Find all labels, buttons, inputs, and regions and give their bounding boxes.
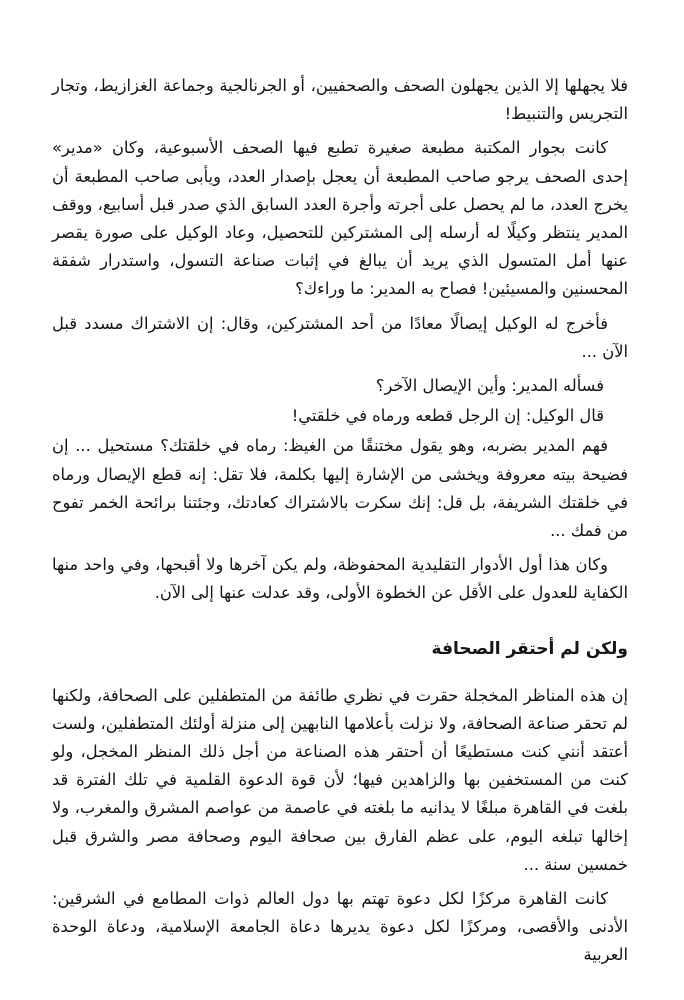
paragraph: فسأله المدير: وأين الإيصال الآخر؟ [375, 376, 604, 396]
paragraph: فأخرج له الوكيل إيصالًا معادًا من أحد المشتركين، وقال: إن الاشتراك مسدد قبل الآن ... [52, 313, 628, 361]
paragraph: وكان هذا أول الأدوار التقليدية المحفوظة، ولم يكن آخرها ولا أقبحها، وفي واحد منها الكفاية للعدول على الأقل عن الخطوة الأولى، وقد عدلت عنها إلى الآن. [52, 555, 628, 603]
paragraph: كانت بجوار المكتبة مطبعة صغيرة تطبع فيها الصحف الأسبوعية، وكان «مدير» إحدى الصحف يرجو صاحب المطبعة أن يعجل بإصدار العدد، ويأبى صاحب المطبعة أن يخرج العدد، ما لم يحصل على أجرته وأجرة العدد السابق الذي صدر قبل أسابيع، ووقف المدير ينتظر وكيلًا له أرسله إلى المشتركين للتحصيل، وعاد الوكيل على صورة يقصر عنها أمل المتسول الذي يريد أن يبالغ في إثبات صناعة التسول، واستدرار شفقة المحسنين والمسيئين! فصاح به المدير: ما وراءك؟ [52, 138, 628, 299]
paragraph: إن هذه المناظر المخجلة حقرت في نظري طائفة من المتطفلين على الصحافة، ولكنها لم تحقر صناعة الصحافة، ولا نزلت بأعلامها النابهين إلى منزلة أولئك المتطفلين، ولست أعتقد أنني كنت مستطيعًا أن أحتقر هذه الصناعة من أجل ذلك المنظر المخجل، ولو كنت من المستخفين بها والزاهدين فيها؛ لأن قوة الدعوة القلمية في تلك الفترة قد بلغت في القاهرة مبلغًا لا يدانيه ما بلغته في عاصمة من عواصم المشرق والمغرب، ولا إخالها تبلغه اليوم، على عظم الفارق بين صحافة اليوم وصحافة مصر والشرق قبل خمسين سنة ... [52, 685, 628, 874]
paragraph: كانت القاهرة مركزًا لكل دعوة تهتم بها دول العالم ذوات المطامع في الشرقين: الأدنى والأقصى، ومركزًا لكل دعوة يديرها دعاة الجامعة الإسلامية، ودعاة الوحدة العربية [52, 889, 628, 965]
paragraph: فلا يجهلها إلا الذين يجهلون الصحف والصحفيين، أو الجرنالجية وجماعة الغزازيط، وتجار التجريس والتنبيط! [52, 76, 628, 124]
section-top [52, 72, 628, 608]
section-bottom [52, 682, 628, 970]
section-heading: ولكن لم أحتقر الصحافة [431, 638, 628, 659]
paragraph: قال الوكيل: إن الرجل قطعه ورماه في خلقتي! [291, 406, 604, 426]
paragraph: فهم المدير بضربه، وهو يقول مختنقًا من الغيظ: رماه في خلقتك؟ مستحيل ... إن فضيحة بيته معروفة ويخشى من الإشارة إليها بكلمة، فلا تقل: إنه قطع الإيصال ورماه في خلقتك الشريفة، بل قل: إنك سكرت بالاشتراك كعادتك، وجئتنا برائحة الخمر تفوح من فمك ... [52, 436, 628, 541]
book-page [52, 72, 628, 976]
